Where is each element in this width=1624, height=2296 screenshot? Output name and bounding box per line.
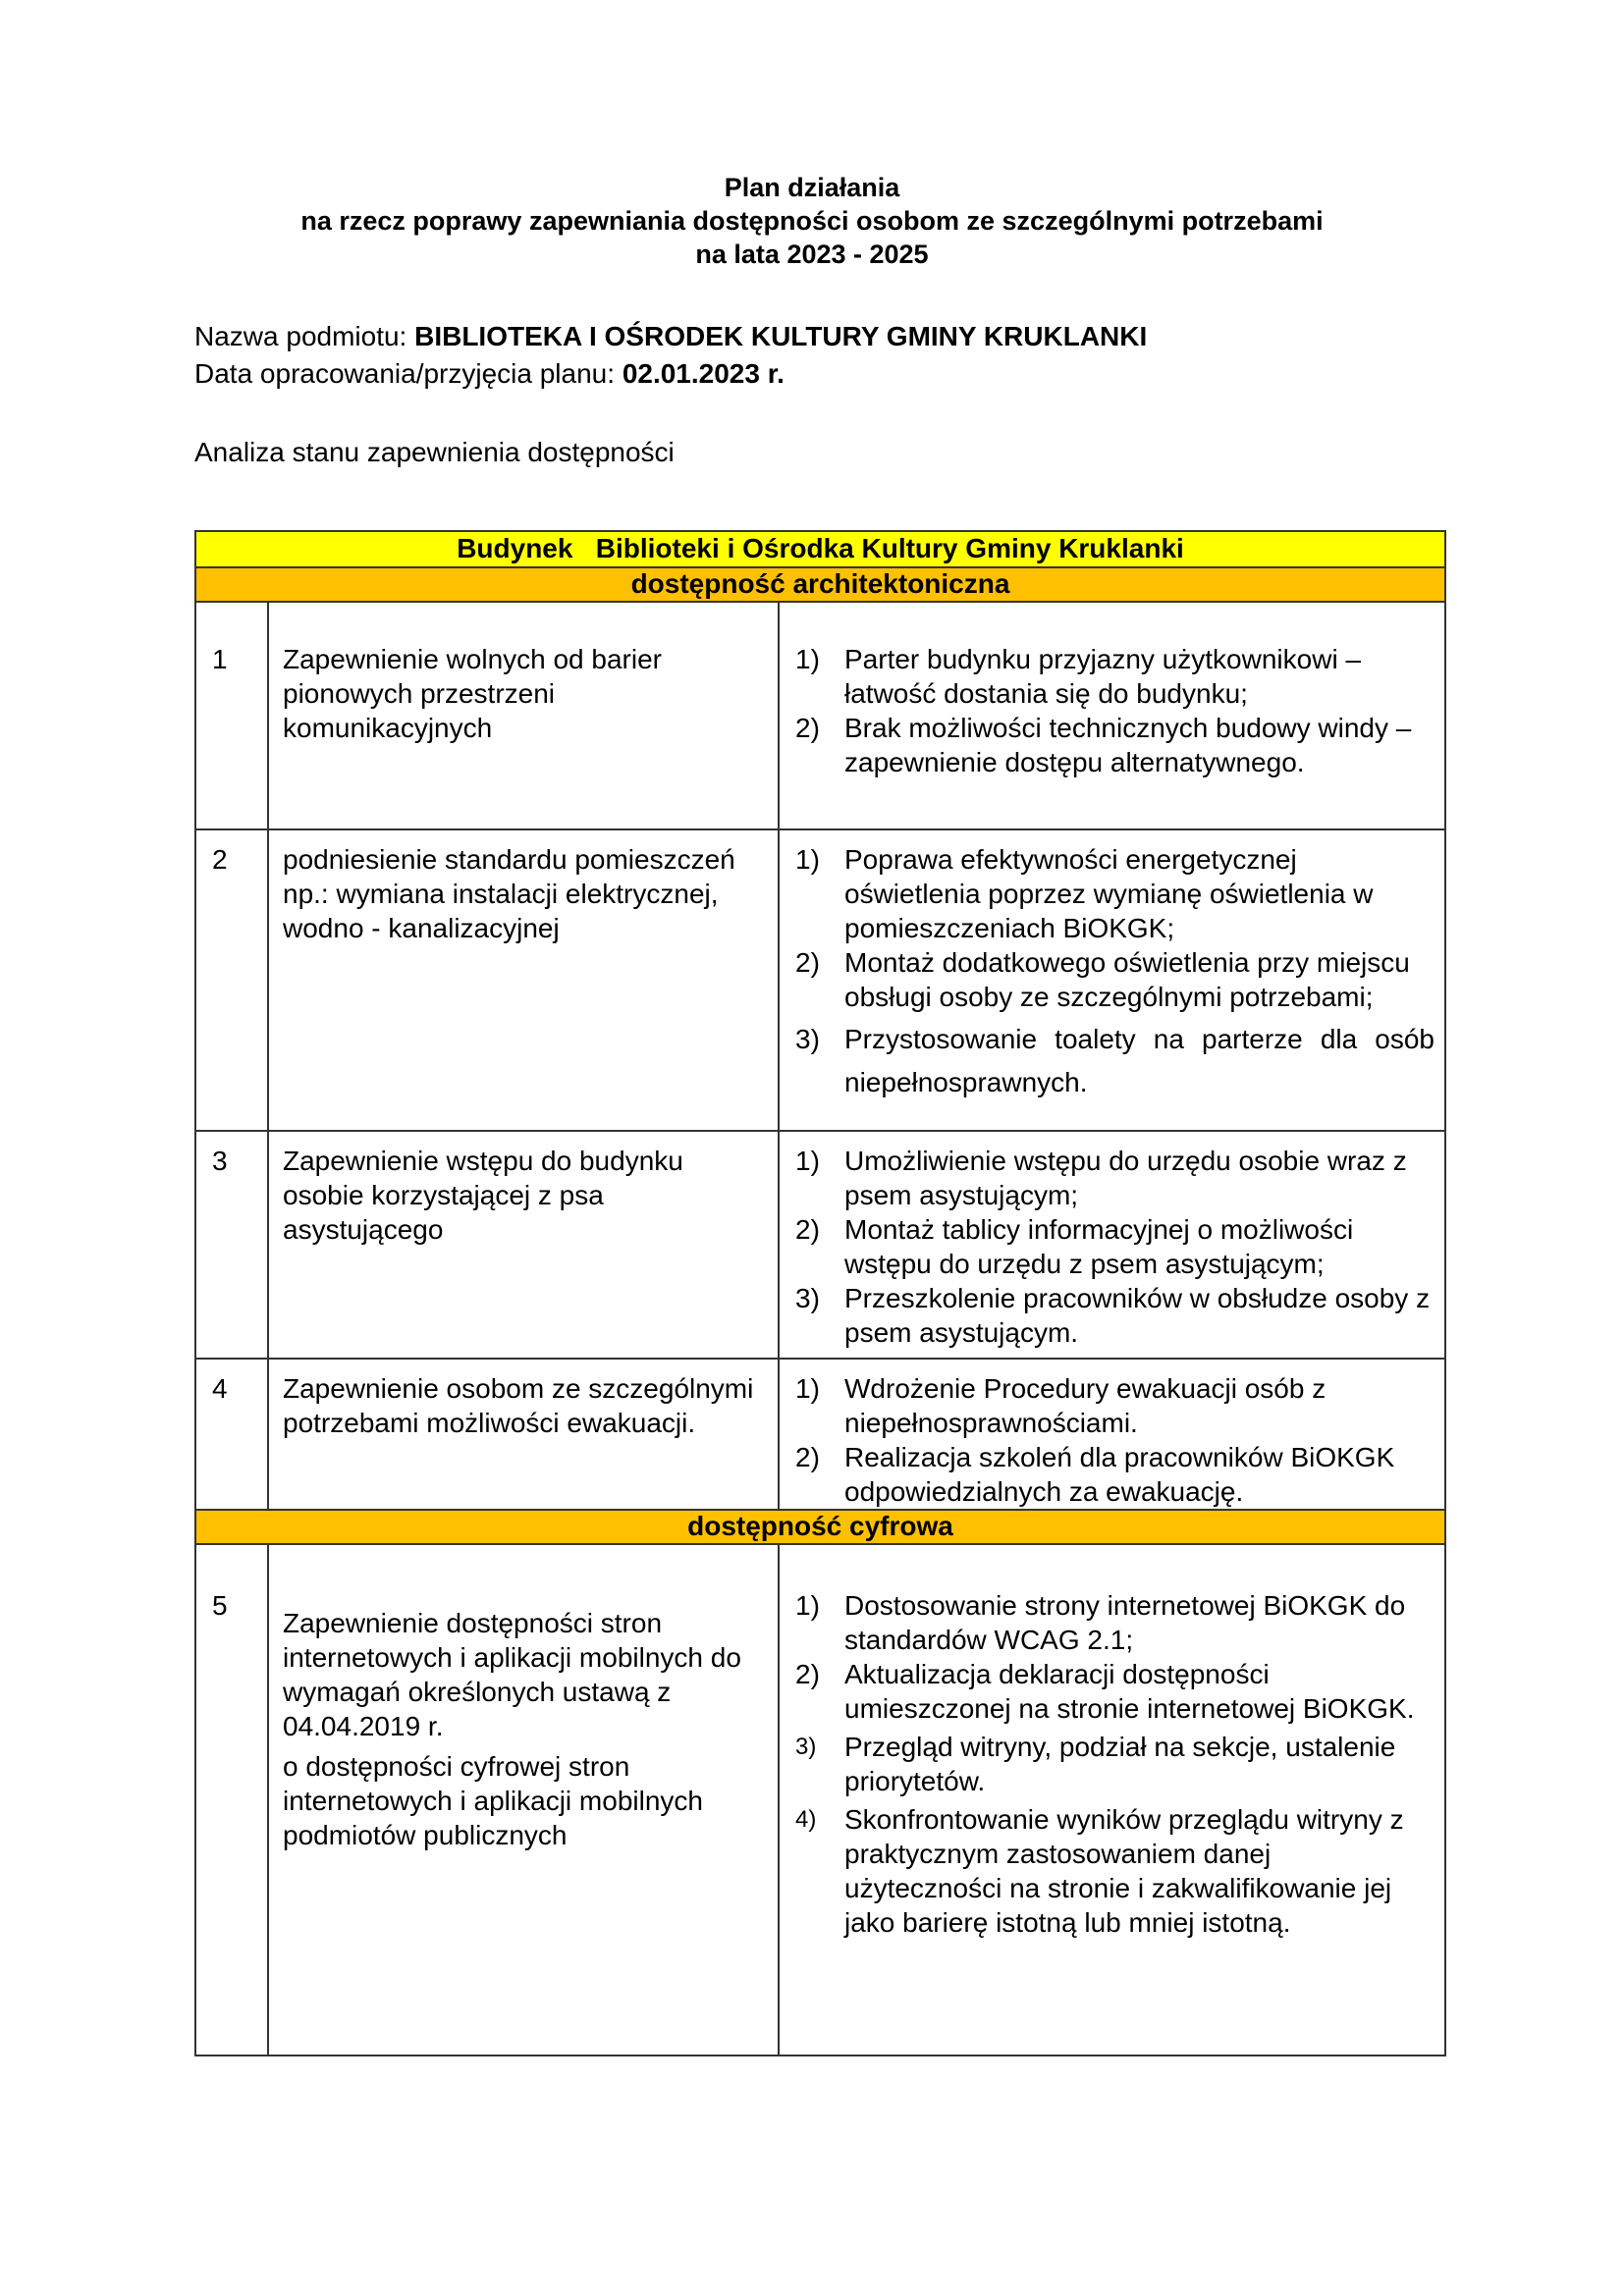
section-header-row <box>195 1510 1445 1544</box>
action-number: 1) <box>795 844 820 875</box>
date-label: Data opracowania/przyjęcia planu: <box>194 358 623 389</box>
action-text: Przeszkolenie pracowników w obsłudze osoby z psem asystującym. <box>844 1283 1431 1348</box>
row-actions <box>779 1131 1445 1359</box>
document-subtitle: na rzecz poprawy zapewniania dostępności osobom ze szczególnymi potrzebami <box>300 206 1324 236</box>
action-text: Montaż tablicy informacyjnej o możliwości wstępu do urzędu z psem asystującym; <box>844 1214 1354 1279</box>
action-number: 2) <box>795 1214 820 1245</box>
action-text: Poprawa efektywności energetycznej oświetlenia poprzez wymianę oświetlenia w pomieszczeniach BiOKGK; <box>844 844 1374 943</box>
row-number: 3 <box>195 1131 268 1359</box>
action-number: 3) <box>795 1283 820 1313</box>
action-item <box>795 1212 1435 1281</box>
building-header-row <box>195 531 1445 567</box>
row-actions <box>779 829 1445 1131</box>
action-item <box>795 1371 1435 1440</box>
building-header: Budynek Biblioteki i Ośrodka Kultury Gminy Kruklanki <box>195 531 1445 567</box>
table-row <box>195 1359 1445 1510</box>
action-number: 4) <box>795 1806 817 1833</box>
action-item <box>795 842 1435 945</box>
action-item <box>795 1802 1435 1940</box>
row-number: 4 <box>195 1359 268 1510</box>
action-item <box>795 711 1435 779</box>
action-item <box>795 1144 1435 1212</box>
section-header-row <box>195 567 1445 602</box>
row-number: 5 <box>195 1544 268 2056</box>
row-number: 1 <box>195 602 268 829</box>
action-number: 2) <box>795 1659 820 1689</box>
row-actions <box>779 602 1445 829</box>
row-actions <box>779 1359 1445 1510</box>
action-text: Brak możliwości technicznych budowy windy – zapewnienie dostępu alternatywnego. <box>844 713 1412 777</box>
action-item <box>795 1018 1435 1104</box>
action-item <box>795 1657 1435 1726</box>
description-part2: o dostępności cyfrowej stron internetowych i aplikacji mobilnych podmiotów publicznych <box>283 1751 703 1850</box>
action-number: 2) <box>795 1442 820 1472</box>
action-number: 1) <box>795 1373 820 1404</box>
action-number: 2) <box>795 713 820 743</box>
accessibility-plan-table <box>194 530 1446 2056</box>
table-row <box>195 829 1445 1131</box>
table-row <box>195 602 1445 829</box>
action-text: Montaż dodatkowego oświetlenia przy miejscu obsługi osoby ze szczególnymi potrzebami; <box>844 947 1410 1012</box>
action-item <box>795 1440 1435 1509</box>
action-text: Skonfrontowanie wyników przeglądu witryny z praktycznym zastosowaniem danej użyteczności na stronie i zakwalifikowanie jej jako barierę istotną lub mniej istotną. <box>844 1804 1404 1938</box>
row-description: podniesienie standardu pomieszczeń np.: wymiana instalacji elektrycznej, wodno - kanalizacyjnej <box>268 829 779 1131</box>
row-description: Zapewnienie osobom ze szczególnymi potrzebami możliwości ewakuacji. <box>268 1359 779 1510</box>
row-description: Zapewnienie wolnych od barier pionowych przestrzeni komunikacyjnych <box>268 602 779 829</box>
action-text: Realizacja szkoleń dla pracowników BiOKGK odpowiedzialnych za ewakuację. <box>844 1442 1395 1507</box>
action-text: Przegląd witryny, podział na sekcje, ustalenie priorytetów. <box>844 1732 1396 1796</box>
action-number: 1) <box>795 1590 820 1621</box>
action-number: 1) <box>795 644 820 674</box>
row-description: Zapewnienie wstępu do budynku osobie korzystającej z psa asystującego <box>268 1131 779 1359</box>
table-row <box>195 1131 1445 1359</box>
date-value: 02.01.2023 r. <box>622 358 785 389</box>
action-number: 1) <box>795 1146 820 1176</box>
row-number: 2 <box>195 829 268 1131</box>
action-number: 2) <box>795 947 820 978</box>
action-item <box>795 945 1435 1014</box>
entity-value: BIBLIOTEKA I OŚRODEK KULTURY GMINY KRUKLANKI <box>414 321 1148 351</box>
document-title: Plan działania <box>724 173 900 202</box>
action-text: Parter budynku przyjazny użytkownikowi – łatwość dostania się do budynku; <box>844 644 1362 709</box>
action-item <box>795 642 1435 711</box>
analysis-heading: Analiza stanu zapewnienia dostępności <box>194 437 675 467</box>
description-part1: Zapewnienie dostępności stron internetowych i aplikacji mobilnych do wymagań określonych ustawą z 04.04.2019 r. <box>283 1608 741 1741</box>
action-item <box>795 1588 1435 1657</box>
action-item <box>795 1281 1435 1350</box>
action-text: Umożliwienie wstępu do urzędu osobie wraz z psem asystującym; <box>844 1146 1407 1210</box>
action-text: Aktualizacja deklaracji dostępności umieszczonej na stronie internetowej BiOKGK. <box>844 1659 1415 1724</box>
action-text: Wdrożenie Procedury ewakuacji osób z niepełnosprawnościami. <box>844 1373 1326 1438</box>
entity-label: Nazwa podmiotu: <box>194 321 415 351</box>
action-text: Przystosowanie toalety na parterze dla osób niepełnosprawnych. <box>844 1024 1435 1097</box>
table-row <box>195 1544 1445 2056</box>
row-actions <box>779 1544 1445 2056</box>
document-period: na lata 2023 - 2025 <box>695 240 929 269</box>
section-header-digital: dostępność cyfrowa <box>195 1510 1445 1544</box>
action-number: 3) <box>795 1734 817 1760</box>
action-number: 3) <box>795 1024 820 1054</box>
action-text: Dostosowanie strony internetowej BiOKGK do standardów WCAG 2.1; <box>844 1590 1406 1655</box>
date-line <box>194 357 785 391</box>
section-header-architectural: dostępność architektoniczna <box>195 567 1445 602</box>
row-description <box>268 1544 779 2056</box>
action-item <box>795 1730 1435 1798</box>
entity-line <box>194 320 1147 353</box>
